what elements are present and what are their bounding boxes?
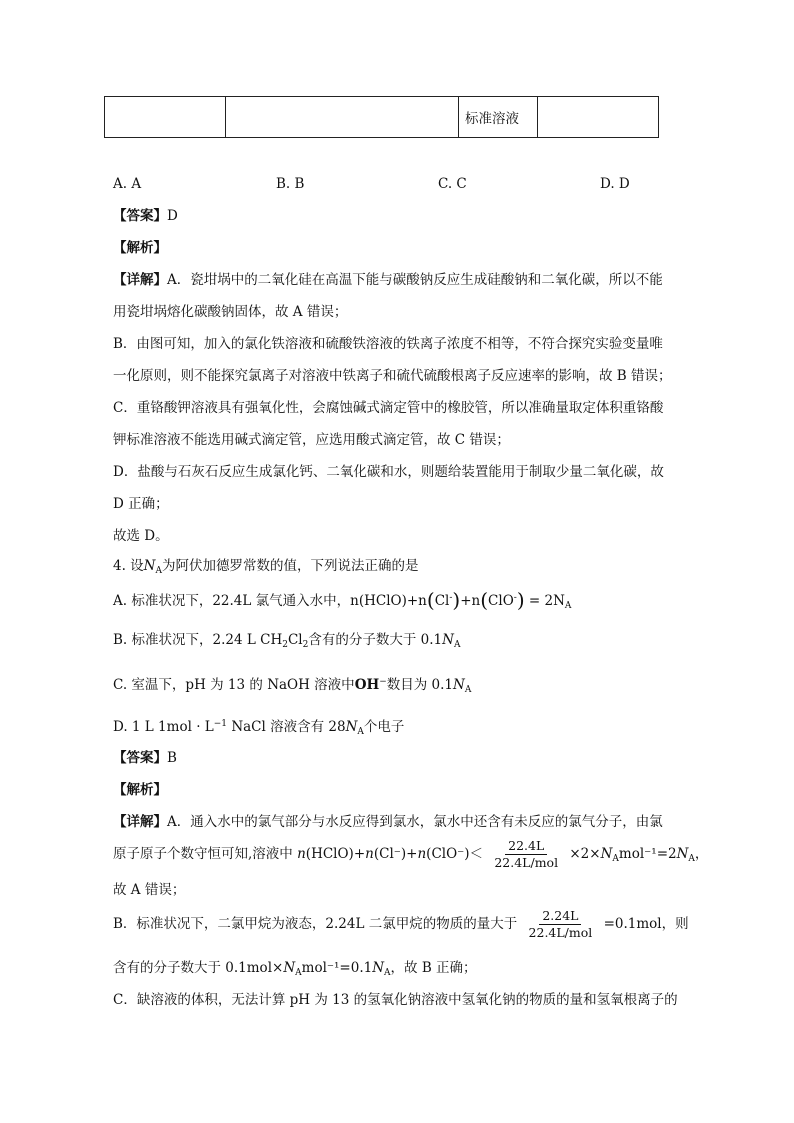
detail-line: 【详解】A．瓷坩埚中的二氧化硅在高温下能与碳酸钠反应生成硅酸钠和二氧化碳，所以不能 <box>113 272 663 288</box>
table-cell <box>538 97 659 138</box>
answer-value: D <box>167 208 178 224</box>
option-d: D. D <box>600 176 630 192</box>
analysis-label-q4: 【解析】 <box>113 782 167 798</box>
table-cell <box>105 97 226 138</box>
detail-label: 【详解】 <box>113 814 167 830</box>
question-4-stem: 4. 设$N_A$为阿伏加德罗常数的值，下列说法正确的是 <box>113 558 419 576</box>
detail-line: 【详解】A．通入水中的氯气部分与水反应得到氯水，氯水中还含有未反应的氯气分子，由氯 <box>113 814 663 830</box>
answer-label: 【答案】 <box>113 208 167 224</box>
answer-line-q3 <box>113 206 178 226</box>
table-cell: 标准溶液 <box>459 97 538 138</box>
detail-line: 钾标准溶液不能选用碱式滴定管，应选用酸式滴定管，故 C 错误； <box>113 432 510 448</box>
table-row <box>105 97 659 138</box>
question-4-option-a: A. 标准状况下，22.4L 氯气通入水中，n(HClO)+n(Cl-)+n(ClO-) = $2N_A$ <box>113 588 572 612</box>
detail-line: D．盐酸与石灰石反应生成氯化钙、二氧化碳和水，则题给装置能用于制取少量二氧化碳，故 <box>113 464 664 480</box>
question-4-option-b: B. 标准状况下，2.24 L $CH_2Cl_2$含有的分子数大于 $0.1N_A$ <box>113 632 461 650</box>
detail-line: 一化原则，则不能探究氯离子对溶液中铁离子和硫代硫酸根离子反应速率的影响，故 B 错误； <box>113 368 672 384</box>
answer-label: 【答案】 <box>113 750 167 766</box>
table-cell <box>226 97 459 138</box>
option-c: C. C <box>438 176 467 192</box>
detail-line-with-fraction: 原子原子个数守恒可知,溶液中 n(HClO)+n(Cl⁻)+n(ClO⁻)＜ $\frac{22.4L}{\text{22.4L/mol}}$ $\times 2\times N_Amol^{-1}=2N_A$， <box>113 838 709 870</box>
detail-line: D 正确； <box>113 496 169 512</box>
fraction: $\frac{22.4L}{\text{22.4L/mol}}$ <box>494 838 559 870</box>
question-4-option-c: C. 室温下，pH 为 13 的 NaOH 溶液中OH−数目为 $0.1N_A$ <box>113 677 472 695</box>
option-a: A. A <box>113 176 142 192</box>
answer-table-fragment <box>104 96 659 138</box>
detail-line-with-fraction: B．标准状况下，二氯甲烷为液态，2.24L 二氯甲烷的物质的量大于 $\frac{2.24L}{\text{22.4L/mol}}$ =0.1mol，则 <box>113 908 689 940</box>
detail-line: 故选 D。 <box>113 528 169 544</box>
detail-line: 含有的分子数大于 $0.1mol\times N_Amol^{-1}=0.1N_A$，故 B 正确； <box>113 960 477 978</box>
option-b: B. B <box>276 176 305 192</box>
detail-line: C．缺溶液的体积，无法计算 pH 为 13 的氢氧化钠溶液中氢氧化钠的物质的量和氢氧根离子的 <box>113 992 678 1008</box>
fraction: $\frac{2.24L}{\text{22.4L/mol}}$ <box>528 908 593 940</box>
question-4-option-d: D. 1 L $1mol \cdot L^{-1}$ NaCl 溶液含有 $28N_A$个电子 <box>113 719 405 737</box>
detail-line: 故 A 错误； <box>113 882 186 898</box>
answer-value: B <box>167 750 177 766</box>
detail-line: 用瓷坩埚熔化碳酸钠固体，故 A 错误； <box>113 304 348 320</box>
analysis-label-q3: 【解析】 <box>113 240 167 256</box>
detail-label: 【详解】 <box>113 272 167 288</box>
detail-line: C．重铬酸钾溶液具有强氧化性，会腐蚀碱式滴定管中的橡胶管，所以准确量取定体积重铬酸 <box>113 400 664 416</box>
detail-line: B．由图可知，加入的氯化铁溶液和硫酸铁溶液的铁离子浓度不相等，不符合探究实验变量唯 <box>113 336 663 352</box>
answer-line-q4 <box>113 748 177 768</box>
